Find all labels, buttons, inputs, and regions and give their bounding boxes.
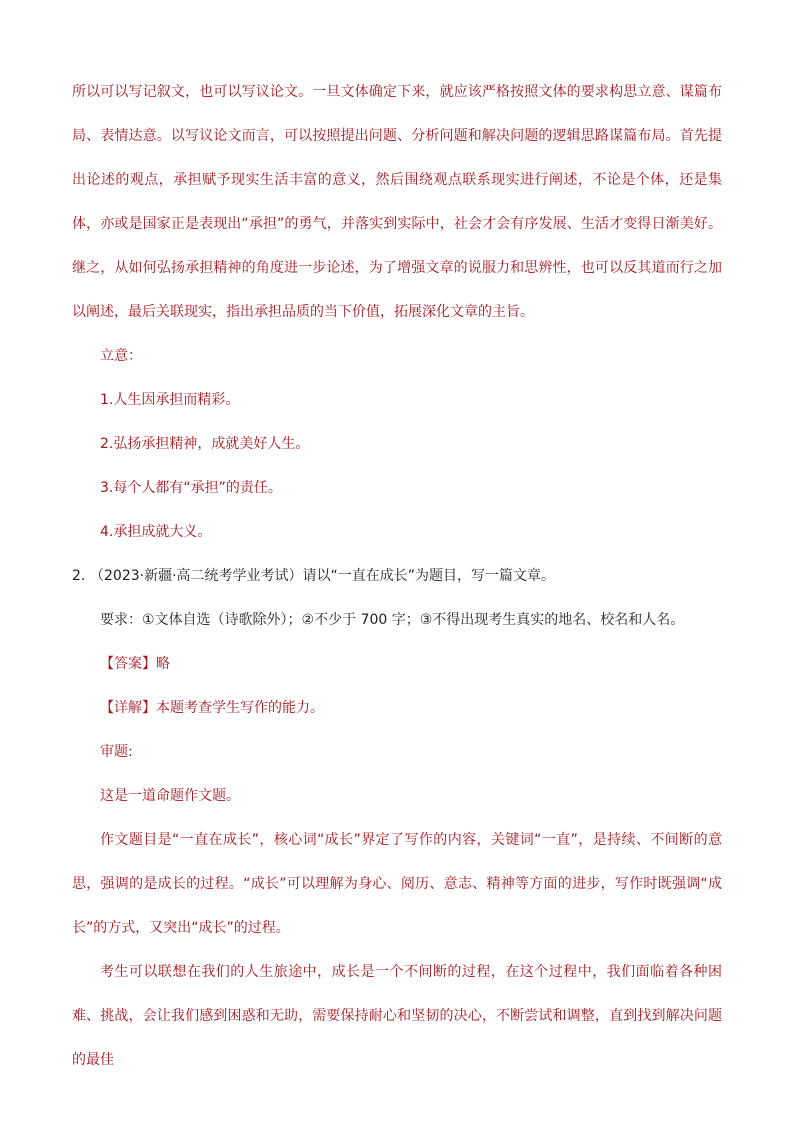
detail-line [72, 686, 722, 730]
detail-text: 本题考查学生写作的能力。 [156, 700, 324, 716]
answer-label: 【答案】 [100, 656, 156, 672]
question-prompt: （2023·新疆·高二统考学业考试）请以“一直在成长”为题目，写一篇文章。 [90, 568, 556, 584]
intro-paragraph: 所以可以写记叙文，也可以写议论文。一旦文体确定下来，就应该严格按照文体的要求构思立意、谋篇布局、表情达意。以写议论文而言，可以按照提出问题、分析问题和解决问题的逻辑思路谋篇布局。首先提出论述的观点，承担赋予现实生活丰富的意义，然后围绕观点联系现实进行阐述，不论是个体，还是集体，亦或是国家正是表现出“承担”的勇气，并落实到实际中，社会才会有序发展、生活才变得日渐美好。继之，从如何弘扬承担精神的角度进一步论述，为了增强文章的说服力和思辨性，也可以反其道而行之加以阐述，最后关联现实，指出承担品质的当下价值，拓展深化文章的主旨。 [72, 84, 722, 320]
liyi-item-2: 2.弘扬承担精神，成就美好人生。 [100, 436, 310, 452]
answer-text: 略 [156, 656, 170, 672]
liyi-item-3: 3.每个人都有“承担”的责任。 [100, 480, 282, 496]
question-number: 2． [72, 568, 95, 584]
liyi-heading: 立意： [100, 348, 142, 364]
liyi-item-1: 1.人生因承担而精彩。 [100, 392, 240, 408]
answer-line [72, 642, 722, 686]
shenti-heading: 审题: [100, 744, 133, 760]
document-page [72, 70, 722, 1082]
liyi-item-4: 4.承担成就大义。 [100, 524, 212, 540]
analysis-paragraph-2: 考生可以联想在我们的人生旅途中，成长是一个不间断的过程，在这个过程中，我们面临着各种困难、挑战，会让我们感到困惑和无助，需要保持耐心和坚韧的决心，不断尝试和调整，直到找到解决问题的最佳 [72, 964, 722, 1068]
detail-label: 【详解】 [100, 700, 156, 716]
shenti-line: 这是一道命题作文题。 [100, 788, 240, 804]
question-2 [72, 554, 722, 598]
question-requirement: 要求：①文体自选（诗歌除外）；②不少于 700 字；③不得出现考生真实的地名、校名和人名。 [100, 612, 685, 628]
analysis-paragraph-1: 作文题目是“一直在成长”，核心词“成长”界定了写作的内容，关键词“一直”，是持续、不间断的意思，强调的是成长的过程。“成长”可以理解为身心、阅历、意志、精神等方面的进步，写作时既强调“成长”的方式，又突出“成长”的过程。 [72, 832, 722, 936]
